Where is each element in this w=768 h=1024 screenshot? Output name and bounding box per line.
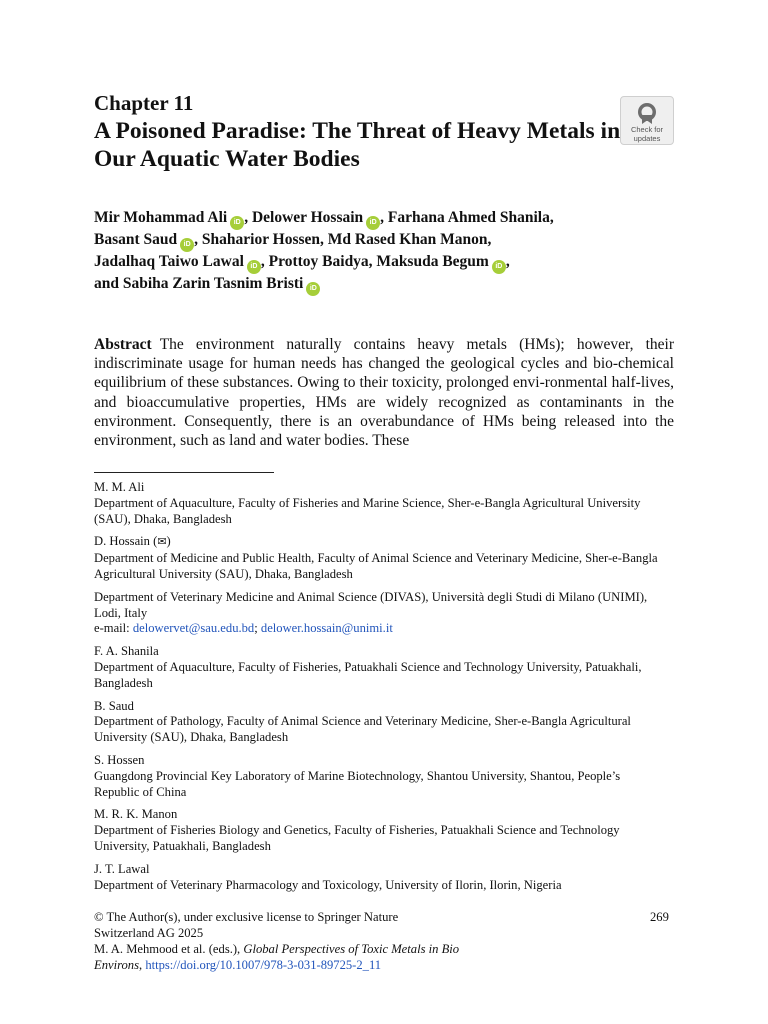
affiliation-item [94,699,664,746]
doi-separator: , [139,958,146,972]
affiliation-item [94,807,664,854]
author-name: Basant Saud [94,231,178,248]
affiliations [94,480,664,900]
affiliation-item [94,590,664,637]
editors-text: M. A. Mehmood et al. (eds.), [94,942,244,956]
affiliation-dept: Department of Medicine and Public Health, Faculty of Animal Science and Veterinary Medicine, Sher-e-Bangla Agricultural University (SAU), Dhaka, Bangladesh [94,551,658,581]
email-line [94,621,664,637]
affiliation-name: M. R. K. Manon [94,807,178,822]
email-link[interactable]: delower.hossain@unimi.it [260,621,393,636]
chapter-title: A Poisoned Paradise: The Threat of Heavy Metals in Our Aquatic Water Bodies [94,118,621,172]
affiliation-dept: Department of Fisheries Biology and Genetics, Faculty of Fisheries, Patuakhali Science and Technology University, Patuakhali, Bangladesh [94,823,620,853]
check-updates-line2: updates [633,134,661,143]
footnote-divider [94,472,274,473]
citation-footer [94,909,554,973]
affiliation-name: S. Hossen [94,752,145,767]
orcid-icon[interactable]: iD [247,260,261,274]
affiliation-item [94,862,664,894]
orcid-icon[interactable]: iD [180,238,194,252]
email-separator: ; [254,621,261,636]
affiliation-item [94,753,664,800]
author-separator: , [194,231,199,248]
copyright-line: © The Author(s), under exclusive license to Springer Nature [94,910,399,924]
check-updates-line1: Check for [630,125,664,134]
email-link[interactable]: delowervet@sau.edu.bd [132,621,255,636]
author-name: Mir Mohammad Ali [94,209,228,226]
bookmark-icon [636,101,658,125]
author-separator: , [244,209,249,226]
affiliation-dept: Guangdong Provincial Key Laboratory of Marine Biotechnology, Shantou University, Shantou, People’s Republic of China [94,768,621,799]
abstract [94,335,674,450]
affiliation-item [94,534,664,582]
envelope-icon[interactable]: ✉ [157,536,167,549]
copyright-line-2: Switzerland AG 2025 [94,926,204,940]
doi-line [94,957,554,973]
author-name: Shaharior Hossen, Md Rased Khan Manon, [201,231,492,248]
affiliation-item [94,644,664,691]
abstract-text: The environment naturally contains heavy metals (HMs); however, their indiscriminate usage for human needs has changed the geological cycles and bio-chemical equilibrium of these substances. Owing to their toxicity, prolonged envi-ronmental half-lives, and bioaccumulative properties, HMs are widely recognized as contaminants in the environment. Consequently, there is an overabundance of HMs being released into the environment, such as land and water bodies. These [94,336,674,450]
author-name: Prottoy Baidya, Maksuda Begum [268,253,489,270]
affiliation-name: J. T. Lawal [94,861,150,876]
author-separator: , [380,209,385,226]
book-title-cont: Environs [94,958,140,972]
orcid-icon[interactable]: iD [492,260,506,274]
affiliation-name: M. M. Ali [94,480,145,494]
doi-link[interactable]: https://doi.org/10.1007/978-3-031-89725-2_11 [145,958,382,972]
affiliation-name: B. Saud [94,698,134,713]
author-list [94,208,654,296]
editors-line [94,941,554,957]
affiliation-item [94,480,664,527]
affiliation-dept: Department of Aquaculture, Faculty of Fisheries and Marine Science, Sher-e-Bangla Agricultural University (SAU), Dhaka, Bangladesh [94,495,641,526]
author-name: Delower Hossain [251,209,364,226]
affiliation-name: F. A. Shanila [94,644,159,659]
orcid-icon[interactable]: iD [366,216,380,230]
affiliation-dept: Department of Veterinary Pharmacology and Toxicology, University of Ilorin, Ilorin, Nigeria [94,877,562,892]
abstract-label: Abstract [94,336,152,353]
book-title: Global Perspectives of Toxic Metals in Bio [243,942,460,956]
author-name: Farhana Ahmed Shanila, [387,209,554,226]
affiliation-dept: Department of Pathology, Faculty of Animal Science and Veterinary Medicine, Sher-e-Bangla Agricultural University (SAU), Dhaka, Bangladesh [94,714,631,745]
chapter-number: Chapter 11 [94,91,194,115]
orcid-icon[interactable]: iD [306,282,320,296]
orcid-icon[interactable]: iD [230,216,244,230]
check-for-updates-badge[interactable] [620,96,674,145]
author-name: and Sabiha Zarin Tasnim Bristi [94,275,304,292]
affiliation-dept: Department of Veterinary Medicine and Animal Science (DIVAS), Università degli Studi di Milano (UNIMI), Lodi, Italy [94,589,648,620]
author-separator: , [505,253,510,270]
author-separator: , [260,253,265,270]
affiliation-name: D. Hossain (✉) [94,534,664,551]
affiliation-dept: Department of Aquaculture, Faculty of Fisheries, Patuakhali Science and Technology University, Patuakhali, Bangladesh [94,659,642,690]
author-name: Jadalhaq Taiwo Lawal [94,253,244,270]
page-number: 269 [650,910,669,924]
email-label: e-mail: [94,621,133,636]
